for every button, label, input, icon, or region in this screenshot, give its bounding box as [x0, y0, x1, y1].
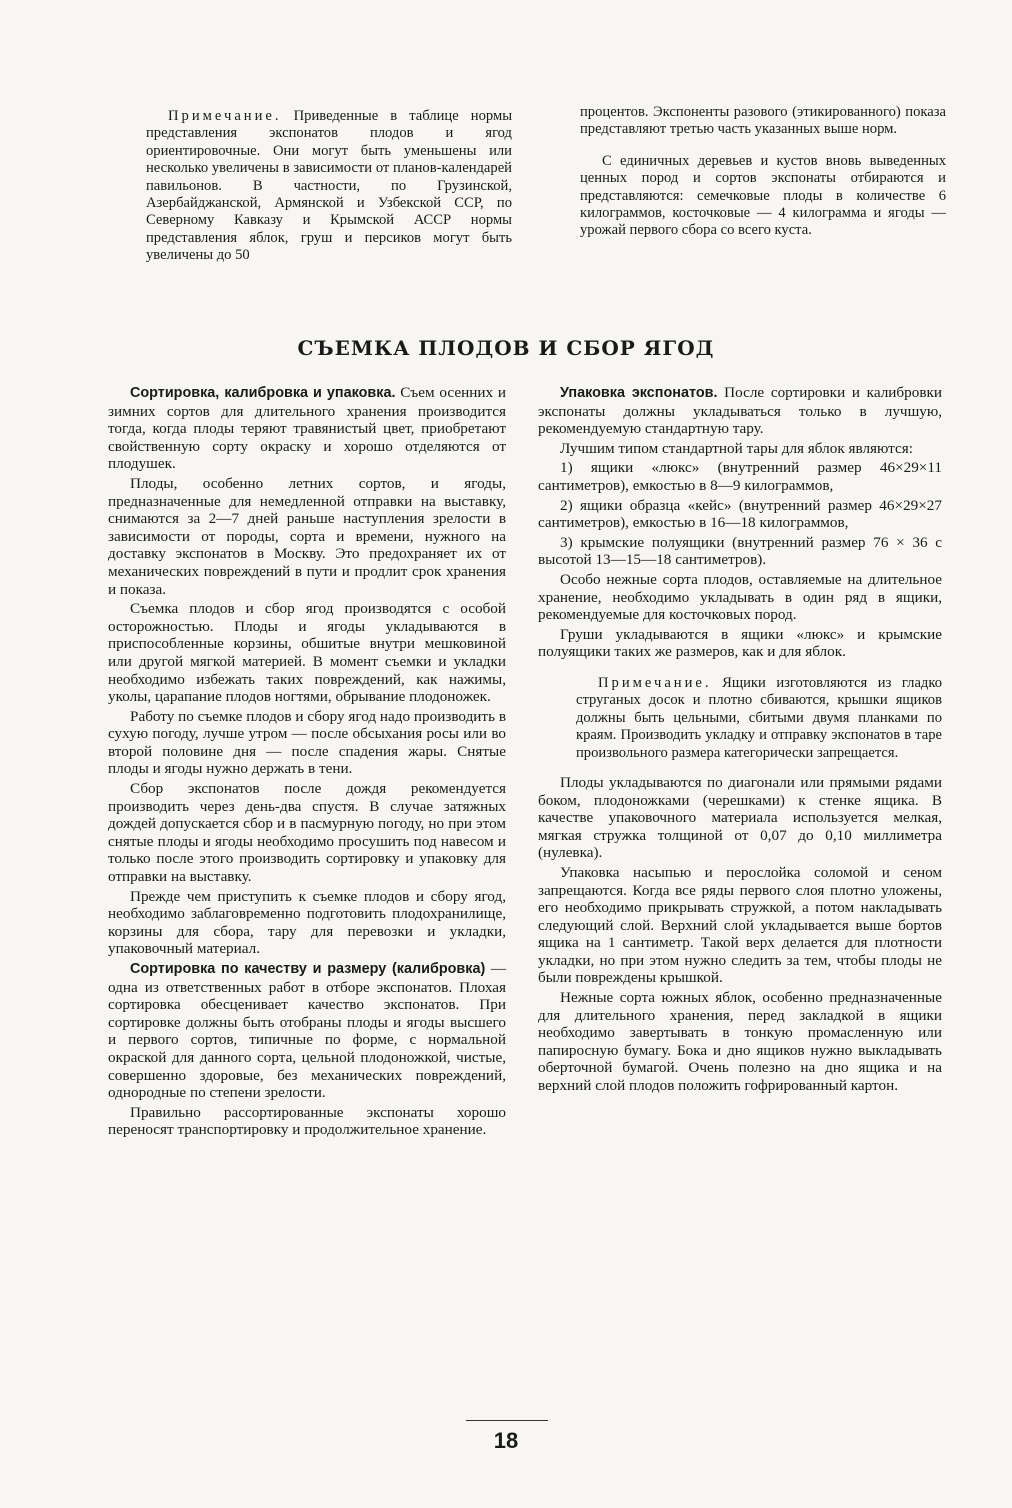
run-in-heading: Сортировка, калибровка и упаковка. — [130, 385, 396, 401]
note-text: Приведенные в таблице нормы представления экспонатов плодов и ягод ориентировочные. Они могут быть уменьшены или несколько увеличены в зависимости от планов-календарей павильонов. В частности, по Грузинской, Азербайджанской, Армянской и Узбекской ССР, по Северному Кавказу и Крымской АССР нормы представления яблок, груш и персиков могут быть увеличены до 50 — [146, 108, 512, 264]
note-text: Ящики изготовляются из гладко струганых досок и плотно сбиваются, крышки ящиков должны быть цельными, сбитыми двумя планками по краям. Производить укладку и отправку экспонатов в таре произвольного размера категорически запрещается. — [576, 674, 942, 761]
note-box — [576, 675, 942, 762]
right-column — [538, 384, 942, 1097]
note-label: Примечание. — [598, 674, 712, 691]
run-in-heading: Сортировка по качеству и размеру (калибровка) — [130, 961, 486, 977]
paragraph: Работу по съемке плодов и сбору ягод надо производить в сухую погоду, лучше утром — после обсыхания росы или во второй половине дня — после спадения жары. Снятые плоды и ягоды нужно держать в тени. — [108, 707, 506, 778]
paragraph-text: Съем осенних и зимних сортов для длительного хранения производится тогда, когда плоды теряют травянистый цвет, приобретают свойственную сорту окраску и хорошо отделяются от плодушек. — [108, 384, 506, 473]
section-title: СЪЕМКА ПЛОДОВ И СБОР ЯГОД — [297, 336, 715, 360]
paragraph: Правильно рассортированные экспонаты хорошо переносят транспортировку и продолжительное хранение. — [108, 1103, 506, 1139]
paragraph: Прежде чем приступить к съемке плодов и сбору ягод, необходимо заблаговременно подготовить плодохранилище, корзины для сбора, тару для перевозки и укладки, упаковочный материал. — [108, 887, 506, 958]
left-column — [108, 384, 506, 1141]
list-item: 1) ящики «люкс» (внутренний размер 46×29×11 сантиметров), емкостью в 8—9 килограммов, — [538, 459, 942, 494]
paragraph: процентов. Экспоненты разового (этикированного) показа представляют третью часть указанных выше норм. — [580, 104, 946, 138]
list-item: 2) ящики образца «кейс» (внутренний размер 46×29×27 сантиметров), емкостью в 16—18 килограммов, — [538, 496, 942, 532]
footer-rule — [466, 1420, 548, 1421]
paragraph: Плоды укладываются по диагонали или прямыми рядами боком, плодоножками (черешками) к стенке ящика. В качестве упаковочного материала используется мелкая, мягкая стружка толщиной от 0,07 до 0,10 миллиметра (нулевка). — [538, 773, 942, 862]
paragraph: Съемка плодов и сбор ягод производятся с особой осторожностью. Плоды и ягоды укладываются в приспособленные корзины, обшитые внутри мешковиной или другой мягкой материей. В момент съемки и укладки необходимо избежать таких повреждений, как нажимы, уколы, царапание плодов ногтями, обрывание плодоножек. — [108, 600, 506, 706]
paragraph-text: — одна из ответственных работ в отборе экспонатов. Плохая сортировка обесценивает качество экспонатов. При сортировке должны быть отобраны плоды и ягоды высшего и первого сортов, типичные по форме, с нормальной окраской для данного сорта, цельной плодоножкой, чистые, совершенно здоровые, без механических повреждений, однородные по степени зрелости. — [108, 960, 506, 1102]
paragraph: Лучшим типом стандартной тары для яблок являются: — [560, 439, 913, 457]
top-right-note-continuation — [580, 104, 946, 242]
run-in-heading: Упаковка экспонатов. — [560, 385, 718, 401]
paragraph: Плоды, особенно летних сортов, и ягоды, предназначенные для немедленной отправки на выставку, снимаются за 2—7 дней раньше наступления зрелости в зависимости от породы, сорта и времени, нужного на доставку экспонатов в Москву. Это предохраняет их от механических повреждений в пути и продлит срок хранения и показа. — [108, 474, 506, 598]
paragraph: Упаковка насыпью и перослойка соломой и сеном запрещаются. Когда все ряды первого слоя плотно уложены, его необходимо прикрывать стружкой, а потом накладывать следующий слой. Верхний слой укладывается выше бортов ящика на 1 сантиметр. Такой верх делается для плотности укладки, но при этом нужно следить за тем, чтобы плоды не были повреждены крышкой. — [538, 863, 942, 987]
paragraph: Особо нежные сорта плодов, оставляемые на длительное хранение, необходимо укладывать в один ряд в ящики, рекомендуемые для косточковых пород. — [538, 570, 942, 624]
paragraph-text: После сортировки и калибровки экспонаты должны укладываться только в лучшую, рекомендуемую стандартную тару. — [538, 384, 942, 438]
page-number: 18 — [493, 1428, 519, 1453]
paragraph: Груши укладываются в ящики «люкс» и крымские полуящики таких же размеров, как и для яблок. — [538, 625, 942, 661]
top-left-note — [146, 108, 512, 267]
paragraph: Нежные сорта южных яблок, особенно предназначенные для длительного хранения, перед закладкой в ящики необходимо завертывать в тонкую промасленную или папиросную бумагу. Бока и дно ящиков нужно выкладывать оберточной бумагой. Очень полезно на дно ящика и на верхний слой плодов положить гофрированный картон. — [538, 989, 942, 1095]
paragraph: Сбор экспонатов после дождя рекомендуется производить через день-два спустя. В случае затяжных дождей допускается сбор и в пасмурную погоду, но при этом снятые плоды и ягоды необходимо просушить под навесом и только после этого производить сортировку и упаковку для отправки на выставку. — [108, 780, 506, 886]
list-item: 3) крымские полуящики (внутренний размер 76 × 36 с высотой 13—15—18 сантиметров). — [538, 533, 942, 569]
paragraph: С единичных деревьев и кустов вновь выведенных ценных пород и сортов экспонаты отбираются и представляются: семечковые плоды в количестве 6 килограммов, косточковые — 4 килограмма и ягоды — урожай первого сбора со всего куста. — [580, 152, 946, 239]
note-label: Примечание. — [168, 108, 282, 124]
